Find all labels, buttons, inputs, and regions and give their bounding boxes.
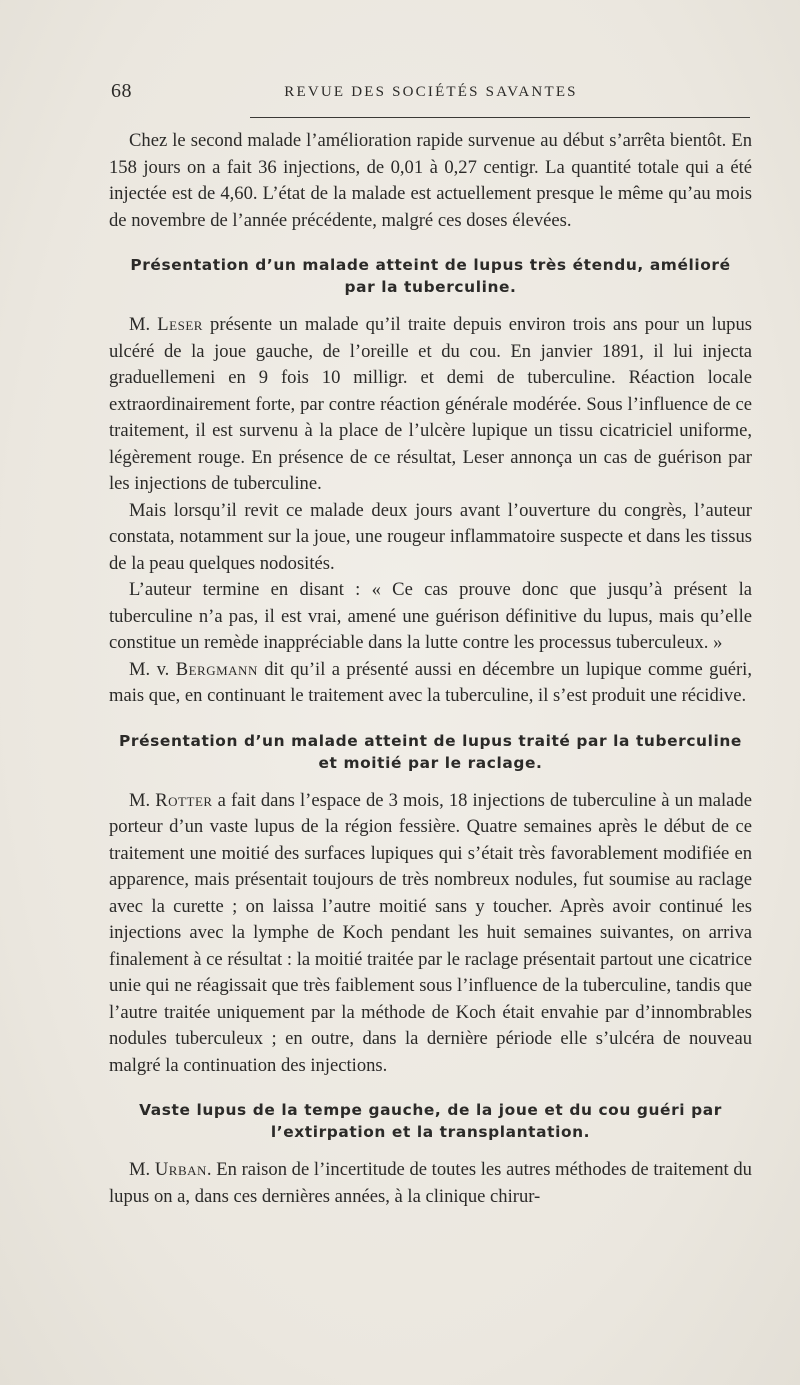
paragraph: Mais lorsqu’il revit ce malade deux jours avant l’ouverture du congrès, l’auteur constata, notamment sur la joue, une rougeur inflammatoire suspecte et dans les tissus de la peau quelques nodosités. (109, 499, 752, 574)
page-header (111, 80, 751, 106)
page-number: 68 (111, 80, 132, 102)
author-name: Bergmann (175, 658, 258, 680)
paragraph-lead: M. v. (129, 658, 176, 680)
paragraph (109, 657, 752, 710)
header-rule (250, 117, 750, 118)
paragraph: Chez le second malade l’amélioration rapide survenue au début s’arrêta bientôt. En 158 jours on a fait 36 injections, de 0,01 à 0,27 centigr. La quantité totale qui a été injectée est de 4,60. L’état de la malade est actuellement presque le même qu’au mois de novembre de l’année précédente, malgré ces doses élevées. (109, 130, 752, 231)
paragraph-text: . En raison de l’incertitude de toutes les autres méthodes de traitement du lupus on a, dans ces dernières années, à la clinique chirur- (109, 1159, 752, 1207)
paragraph (109, 312, 752, 498)
paragraph: L’auteur termine en disant : « Ce cas prouve donc que jusqu’à présent la tuberculine n’a pas, il est vrai, amené une guérison définitive du lupus, mais qu’elle constitue un remède inappréciable dans la lutte contre les processus tuberculeux. » (109, 579, 752, 653)
section-heading: Présentation d’un malade atteint de lupus traité par la tuberculine et moitié par le raclage. (119, 731, 742, 772)
author-name: Rotter (155, 789, 213, 811)
paragraph-text: dit qu’il a présenté aussi en décembre un lupique comme guéri, mais que, en continuant le traitement avec la tuberculine, il s’est produit une récidive. (109, 658, 752, 706)
paragraph-text: présente un malade qu’il traite depuis environ trois ans pour un lupus ulcéré de la joue gauche, de l’oreille et du cou. En janvier 1891, il lui injecta graduellemeni en 9 fois 10 milligr. et demi de tuberculine. Réaction locale extraordinairement forte, par contre réaction générale modérée. Sous l’influence de ce traitement, il est survenu à la place de l’ulcère lupique un tissu cicatriciel uniforme, légèrement rouge. En présence de ce résultat, Leser annonça un cas de guérison par les injections de tuberculine. (109, 314, 752, 494)
section-heading: Vaste lupus de la tempe gauche, de la joue et du cou guéri par l’extirpation et la transplantation. (139, 1101, 722, 1141)
author-name: Urban (154, 1159, 207, 1180)
paragraph-lead: M. (129, 314, 158, 335)
section-heading: Présentation d’un malade atteint de lupus très étendu, amélioré par la tuberculine. (130, 256, 731, 296)
running-title: REVUE DES SOCIÉTÉS SAVANTES (284, 84, 578, 100)
paragraph (109, 788, 752, 1080)
paragraph-lead: M. (129, 1159, 155, 1180)
paragraph-text: a fait dans l’espace de 3 mois, 18 injections de tuberculine à un malade porteur d’un vaste lupus de la région fessière. Quatre semaines après le début de ce traitement une moitié des surfaces lupiques qui s’était très favorablement modifiée en apparence, mais présentait toujours de très nombreux nodules, fut soumise au raclage avec la curette ; on laissa l’autre moitié sans y toucher. Après avoir continué les injections avec la lymphe de Koch pendant les huit semaines suivantes, on arriva finalement à ce résultat : la moitié traitée par le raclage présentait partout une cicatrice unie qui ne réagissait que très faiblement sous l’influence de la tuberculine, tandis que l’autre traitée uniquement par la méthode de Koch était envahie par d’innombrables nodules tuberculeux ; en outre, dans la dernière période elle s’ulcéra de nouveau malgré la continuation des injections. (109, 789, 752, 1076)
author-name: Leser (157, 314, 203, 335)
paragraph (109, 1157, 752, 1210)
paragraph-lead: M. (129, 789, 156, 811)
body-text (109, 128, 752, 1210)
